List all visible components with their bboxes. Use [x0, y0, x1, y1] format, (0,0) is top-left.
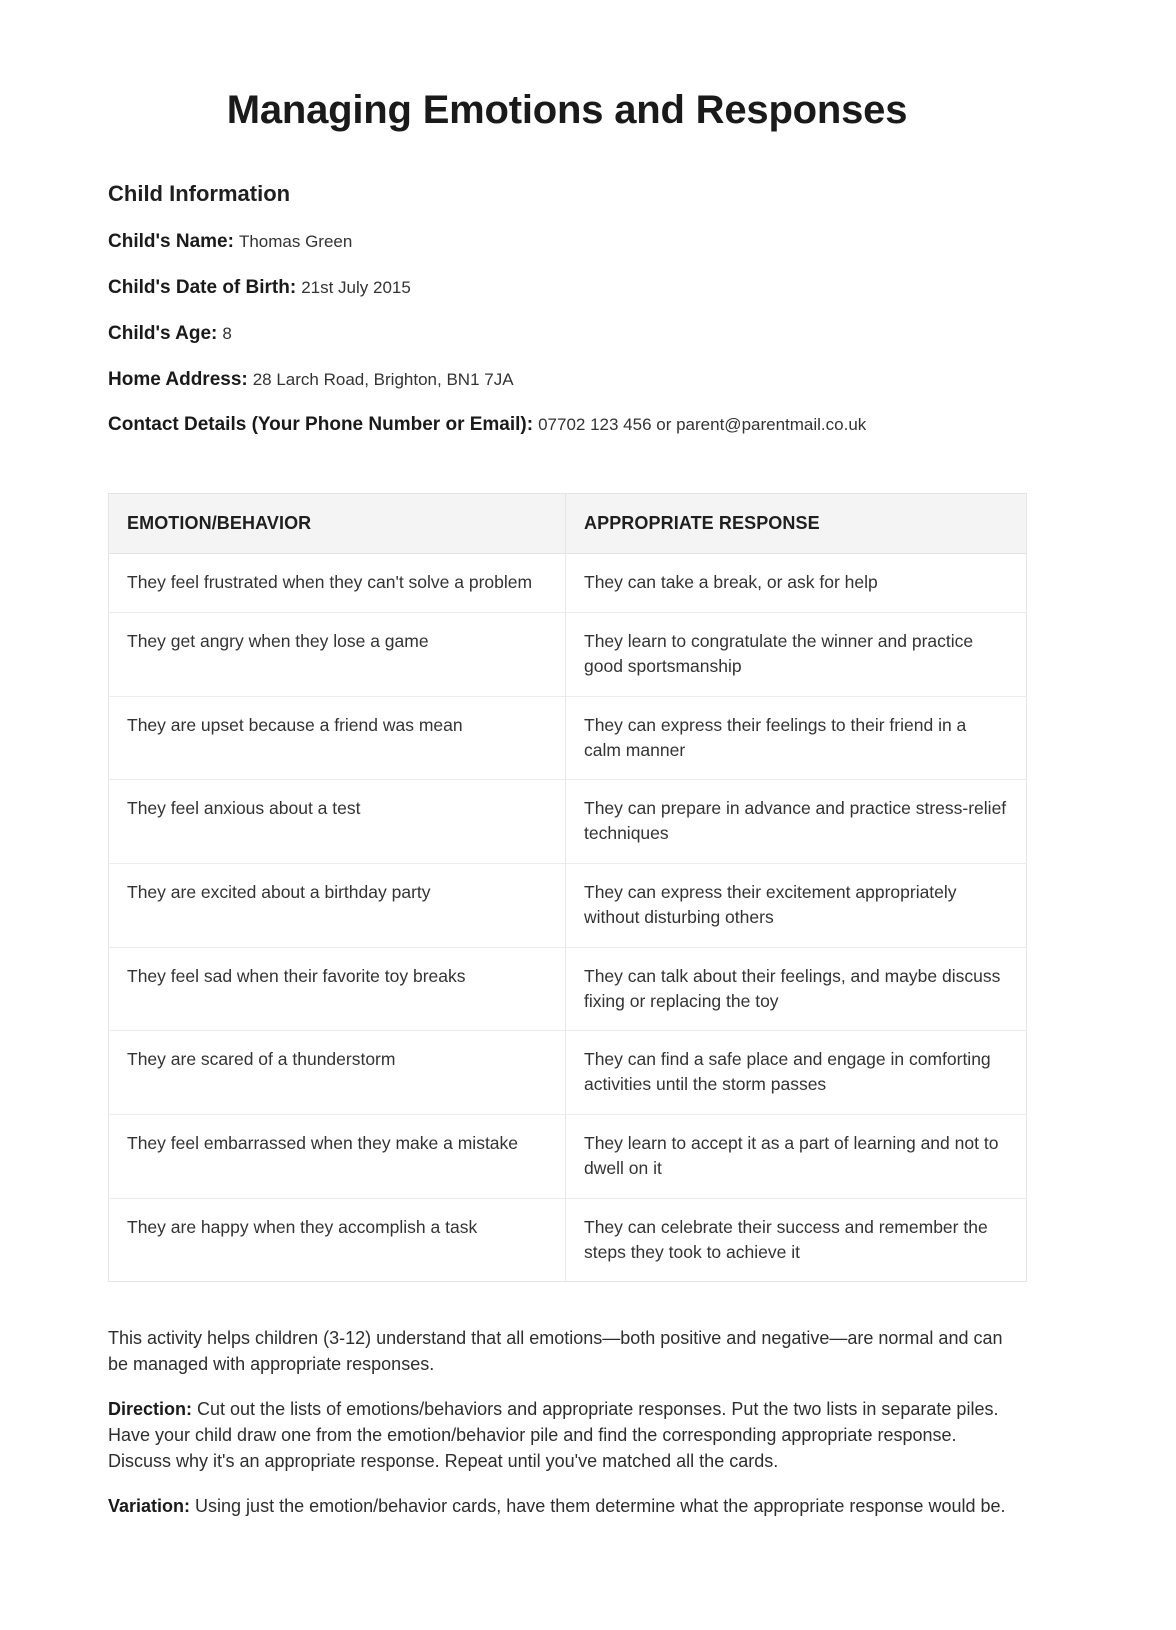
table-row	[109, 612, 1027, 696]
table-row	[109, 864, 1027, 948]
note-intro: This activity helps children (3-12) understand that all emotions—both positive and negative—are normal and can be managed with appropriate responses.	[108, 1328, 1003, 1375]
field-contact-details	[108, 412, 1026, 437]
cell-emotion: They are happy when they accomplish a task	[109, 1198, 566, 1282]
cell-response: They can express their excitement appropriately without disturbing others	[566, 864, 1027, 948]
field-value: 28 Larch Road, Brighton, BN1 7JA	[252, 369, 514, 389]
cell-response: They learn to accept it as a part of learning and not to dwell on it	[566, 1115, 1027, 1199]
note-variation-label: Variation:	[108, 1496, 191, 1517]
field-label: Home Address:	[108, 368, 248, 390]
field-label: Contact Details (Your Phone Number or Email):	[108, 414, 534, 436]
field-value: 21st July 2015	[301, 278, 411, 298]
activity-notes	[108, 1326, 1020, 1519]
cell-response: They can find a safe place and engage in comforting activities until the storm passes	[566, 1031, 1027, 1115]
table-row	[109, 1198, 1027, 1282]
cell-emotion: They feel anxious about a test	[109, 780, 566, 864]
note-direction	[108, 1397, 1020, 1475]
table-row	[109, 554, 1027, 613]
field-label: Child's Age:	[108, 322, 218, 344]
note-variation-text: Using just the emotion/behavior cards, have them determine what the appropriate response would be.	[190, 1496, 1006, 1517]
cell-emotion: They feel frustrated when they can't solve a problem	[109, 554, 566, 613]
field-childs-date-of-birth	[108, 275, 1026, 300]
field-label: Child's Date of Birth:	[108, 277, 297, 299]
cell-emotion: They feel sad when their favorite toy breaks	[109, 947, 566, 1031]
field-childs-age	[108, 321, 1026, 346]
cell-response: They can take a break, or ask for help	[566, 554, 1027, 613]
note-direction-label: Direction:	[108, 1399, 193, 1420]
child-information-fields	[108, 229, 1026, 437]
field-home-address	[108, 367, 1026, 392]
field-value: 8	[222, 323, 232, 343]
document-content	[108, 0, 1026, 1520]
cell-emotion: They are excited about a birthday party	[109, 864, 566, 948]
emotion-response-table-wrap	[108, 493, 1026, 1282]
table-row	[109, 1115, 1027, 1199]
field-value: 07702 123 456 or parent@parentmail.co.uk	[538, 415, 867, 435]
note-direction-text: Cut out the lists of emotions/behaviors and appropriate responses. Put the two lists in separate piles. Have your child draw one from the emotion/behavior pile and find the corresponding appropriate response. Discuss why it's an appropriate response. Repeat until you've matched all the cards.	[108, 1399, 999, 1472]
cell-response: They learn to congratulate the winner and practice good sportsmanship	[566, 612, 1027, 696]
cell-emotion: They feel embarrassed when they make a mistake	[109, 1115, 566, 1199]
cell-emotion: They are upset because a friend was mean	[109, 696, 566, 780]
table-row	[109, 696, 1027, 780]
table-row	[109, 780, 1027, 864]
cell-response: They can talk about their feelings, and maybe discuss fixing or replacing the toy	[566, 947, 1027, 1031]
note-variation	[108, 1494, 1020, 1520]
column-header-appropriate-response: APPROPRIATE RESPONSE	[566, 494, 1027, 554]
field-label: Child's Name:	[108, 231, 234, 253]
cell-emotion: They get angry when they lose a game	[109, 612, 566, 696]
section-heading-child-information: Child Information	[108, 181, 291, 206]
cell-response: They can express their feelings to their friend in a calm manner	[566, 696, 1027, 780]
field-value: Thomas Green	[238, 232, 353, 252]
column-header-emotion-behavior: EMOTION/BEHAVIOR	[109, 494, 566, 554]
cell-emotion: They are scared of a thunderstorm	[109, 1031, 566, 1115]
table-row	[109, 1031, 1027, 1115]
cell-response: They can prepare in advance and practice stress-relief techniques	[566, 780, 1027, 864]
table-row	[109, 947, 1027, 1031]
cell-response: They can celebrate their success and remember the steps they took to achieve it	[584, 1216, 988, 1262]
page-title: Managing Emotions and Responses	[226, 88, 908, 132]
field-childs-name	[108, 229, 1026, 254]
emotion-response-table	[108, 493, 1027, 1282]
table-header-row	[109, 494, 1027, 554]
